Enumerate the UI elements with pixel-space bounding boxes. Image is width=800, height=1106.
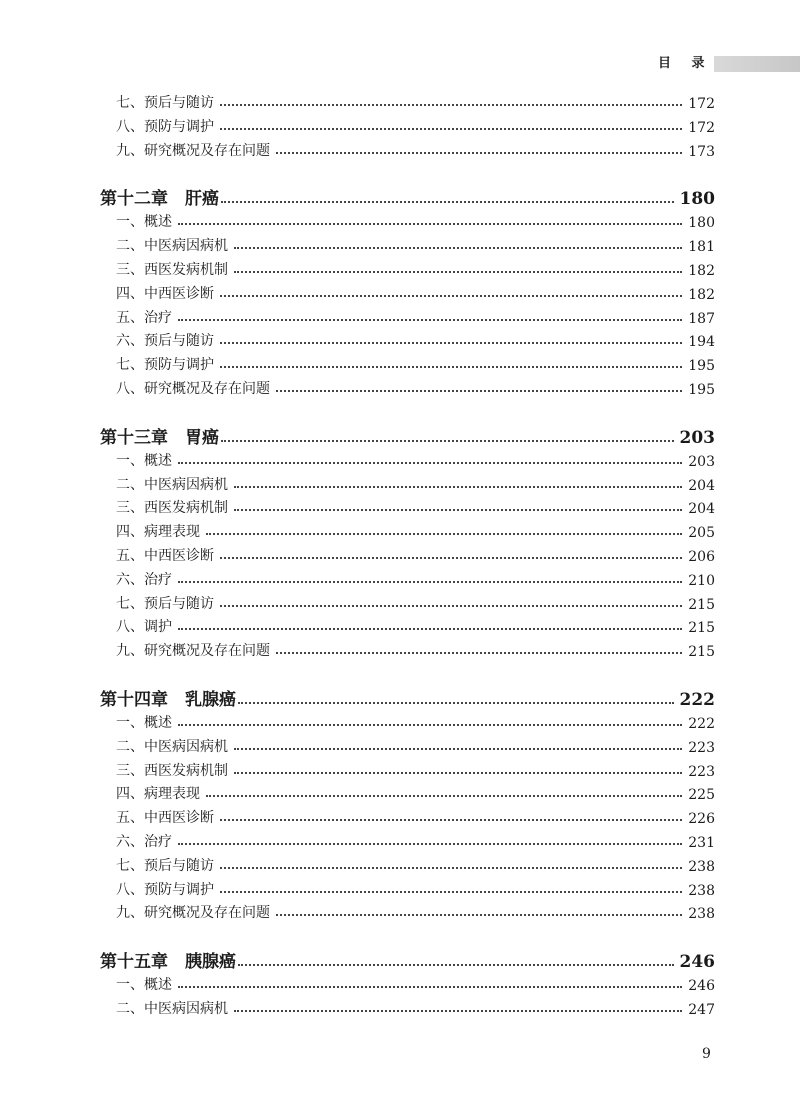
toc-leader-dots [276, 152, 682, 154]
toc-leader-dots [178, 223, 682, 225]
toc-entry-row[interactable] [0, 281, 800, 303]
toc-page-number: 194 [688, 334, 715, 350]
toc-entry-row[interactable] [0, 376, 800, 398]
toc-entry-row[interactable] [0, 233, 800, 255]
toc-entry-row[interactable] [0, 257, 800, 279]
toc-page-number: 226 [688, 811, 715, 827]
toc-leader-dots [220, 342, 682, 344]
toc-page-number: 225 [688, 787, 715, 803]
toc-entry-row[interactable] [0, 519, 800, 541]
toc-entry-row[interactable] [0, 781, 800, 803]
toc-label: 六、治疗 [116, 572, 172, 588]
toc-label: 一、概述 [116, 214, 172, 230]
toc-page-number: 247 [688, 1002, 715, 1018]
toc-label: 一、概述 [116, 715, 172, 731]
toc-label: 一、概述 [116, 453, 172, 469]
toc-entry-row[interactable] [0, 758, 800, 780]
toc-entry-row[interactable] [0, 591, 800, 613]
toc-entry-row[interactable] [0, 829, 800, 851]
toc-label: 七、预后与随访 [116, 858, 214, 874]
toc-label: 五、中西医诊断 [116, 548, 214, 564]
toc-chapter-row[interactable] [0, 684, 800, 710]
toc-page-number: 222 [679, 690, 715, 710]
toc-label: 八、研究概况及存在问题 [116, 381, 270, 397]
toc-page-number: 180 [688, 215, 715, 231]
toc-leader-dots [178, 843, 682, 845]
toc-label: 九、研究概况及存在问题 [116, 905, 270, 921]
toc-entry-row[interactable] [0, 614, 800, 636]
toc-entry-row[interactable] [0, 710, 800, 732]
toc-page-number: 238 [688, 883, 715, 899]
toc-label: 四、中西医诊断 [116, 286, 214, 302]
toc-label: 二、中医病因病机 [116, 238, 228, 254]
toc-label: 一、概述 [116, 977, 172, 993]
toc-leader-dots [234, 247, 682, 249]
toc-entry-row[interactable] [0, 996, 800, 1018]
header-decoration-bar [714, 56, 800, 72]
toc-label: 七、预防与调护 [116, 357, 214, 373]
toc-page-number: 238 [688, 859, 715, 875]
toc-page-number: 203 [688, 454, 715, 470]
toc-page-number: 231 [688, 835, 715, 851]
toc-leader-dots [220, 867, 682, 869]
toc-page-number: 195 [688, 382, 715, 398]
page-number: 9 [702, 1046, 711, 1062]
toc-page-number: 204 [688, 478, 715, 494]
toc-leader-dots [178, 462, 682, 464]
toc-label: 二、中医病因病机 [116, 739, 228, 755]
toc-entry-row[interactable] [0, 734, 800, 756]
toc-page-number: 203 [679, 428, 715, 448]
toc-label: 第十四章 乳腺癌 [100, 690, 236, 710]
toc-entry-row[interactable] [0, 305, 800, 327]
toc-page-number: 222 [688, 716, 715, 732]
page-header-title: 目 录 [658, 56, 713, 71]
toc-leader-dots [220, 891, 682, 893]
toc-leader-dots [220, 819, 682, 821]
toc-leader-dots [234, 1010, 682, 1012]
toc-leader-dots [221, 201, 674, 203]
toc-leader-dots [220, 557, 682, 559]
toc-page-number: 204 [688, 501, 715, 517]
toc-leader-dots [234, 748, 682, 750]
toc-label: 二、中医病因病机 [116, 1001, 228, 1017]
toc-leader-dots [178, 724, 682, 726]
toc-label: 四、病理表现 [116, 524, 200, 540]
toc-page-number: 238 [688, 906, 715, 922]
toc-label: 三、西医发病机制 [116, 763, 228, 779]
toc-label: 第十五章 胰腺癌 [100, 952, 236, 972]
toc-page-number: 215 [688, 620, 715, 636]
toc-leader-dots [234, 486, 682, 488]
toc-label: 八、预防与调护 [116, 119, 214, 135]
toc-page-number: 195 [688, 358, 715, 374]
toc-leader-dots [220, 605, 682, 607]
toc-page-number: 172 [688, 96, 715, 112]
toc-leader-dots [238, 702, 674, 704]
toc-label: 六、预后与随访 [116, 333, 214, 349]
toc-entry-row[interactable] [0, 114, 800, 136]
toc-leader-dots [206, 533, 682, 535]
toc-label: 八、预防与调护 [116, 882, 214, 898]
toc-leader-dots [178, 628, 682, 630]
toc-entry-row[interactable] [0, 448, 800, 470]
toc-entry-row[interactable] [0, 900, 800, 922]
toc-page-number: 181 [688, 239, 715, 255]
toc-entry-row[interactable] [0, 209, 800, 231]
toc-label: 第十三章 胃癌 [100, 428, 219, 448]
toc-entry-row[interactable] [0, 638, 800, 660]
toc-leader-dots [220, 295, 682, 297]
toc-leader-dots [234, 772, 682, 774]
toc-page-number: 205 [688, 525, 715, 541]
toc-page-number: 246 [679, 952, 715, 972]
toc-entry-row[interactable] [0, 328, 800, 350]
toc-label: 五、中西医诊断 [116, 810, 214, 826]
toc-page-number: 223 [688, 740, 715, 756]
toc-leader-dots [220, 366, 682, 368]
toc-chapter-row[interactable] [0, 183, 800, 209]
toc-entry-row[interactable] [0, 877, 800, 899]
toc-page-number: 172 [688, 120, 715, 136]
toc-leader-dots [234, 509, 682, 511]
toc-leader-dots [178, 581, 682, 583]
toc-entry-row[interactable] [0, 90, 800, 112]
toc-leader-dots [276, 652, 682, 654]
toc-label: 三、西医发病机制 [116, 262, 228, 278]
toc-leader-dots [221, 440, 674, 442]
toc-label: 九、研究概况及存在问题 [116, 643, 270, 659]
toc-leader-dots [220, 128, 682, 130]
toc-label: 七、预后与随访 [116, 95, 214, 111]
toc-leader-dots [220, 104, 682, 106]
toc-entry-row[interactable] [0, 567, 800, 589]
toc-chapter-row[interactable] [0, 422, 800, 448]
toc-page-number: 180 [679, 189, 715, 209]
toc-entry-row[interactable] [0, 853, 800, 875]
toc-leader-dots [276, 914, 682, 916]
toc-label: 三、西医发病机制 [116, 500, 228, 516]
toc-label: 五、治疗 [116, 310, 172, 326]
toc-entry-row[interactable] [0, 138, 800, 160]
toc-page-number: 173 [688, 144, 715, 160]
toc-entry-row[interactable] [0, 352, 800, 374]
toc-leader-dots [276, 390, 682, 392]
toc-leader-dots [178, 986, 682, 988]
toc-page-number: 182 [688, 263, 715, 279]
toc-label: 八、调护 [116, 619, 172, 635]
toc-label: 第十二章 肝癌 [100, 189, 219, 209]
toc-page-number: 206 [688, 549, 715, 565]
toc-page-number: 187 [688, 311, 715, 327]
toc-label: 七、预后与随访 [116, 596, 214, 612]
toc-page-number: 215 [688, 644, 715, 660]
toc-entry-row[interactable] [0, 495, 800, 517]
toc-page-number: 210 [688, 573, 715, 589]
toc-leader-dots [234, 271, 682, 273]
toc-page-number: 182 [688, 287, 715, 303]
toc-leader-dots [206, 795, 682, 797]
toc-leader-dots [238, 964, 674, 966]
toc-page-number: 215 [688, 597, 715, 613]
toc-chapter-row[interactable] [0, 946, 800, 972]
toc-entry-row[interactable] [0, 972, 800, 994]
toc-label: 六、治疗 [116, 834, 172, 850]
toc-page-number: 223 [688, 764, 715, 780]
toc-page-number: 246 [688, 978, 715, 994]
toc-entry-row[interactable] [0, 805, 800, 827]
toc-label: 二、中医病因病机 [116, 477, 228, 493]
toc-entry-row[interactable] [0, 472, 800, 494]
toc-entry-row[interactable] [0, 543, 800, 565]
toc-label: 四、病理表现 [116, 786, 200, 802]
toc-label: 九、研究概况及存在问题 [116, 143, 270, 159]
toc-leader-dots [178, 319, 682, 321]
